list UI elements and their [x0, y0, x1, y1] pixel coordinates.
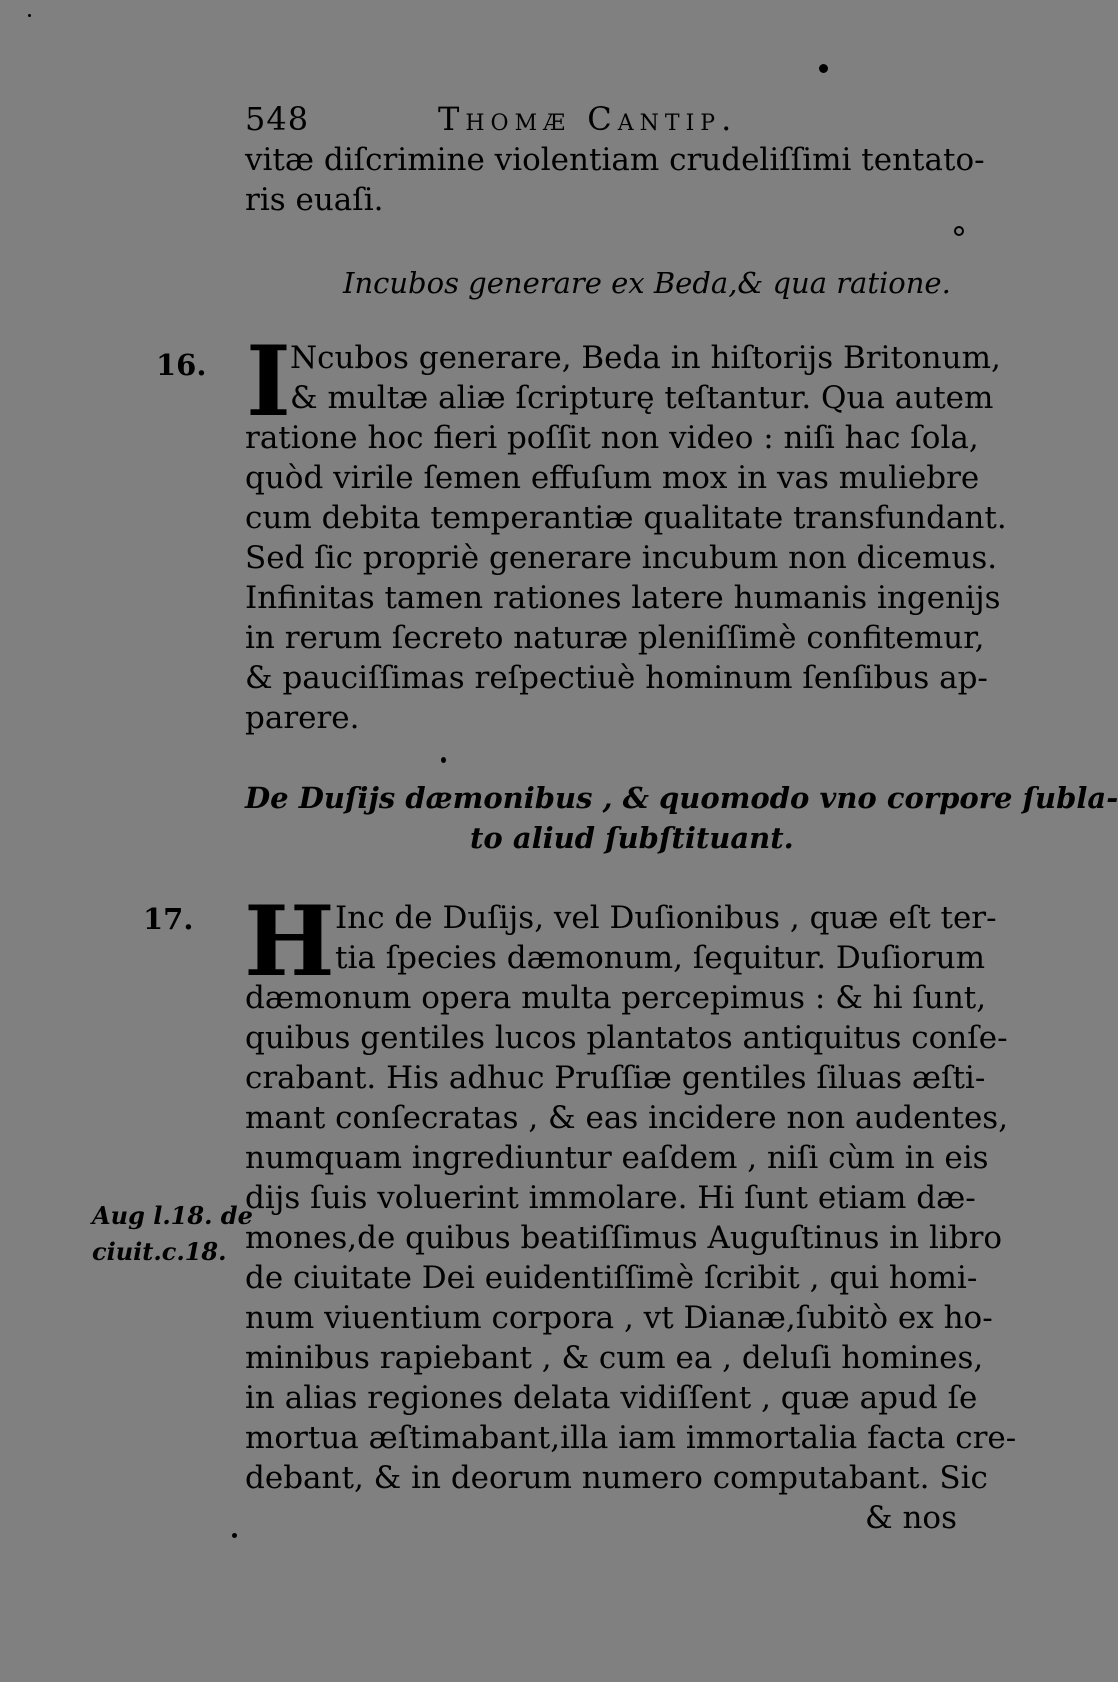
section-number: 16.	[156, 348, 207, 382]
text-line: quòd virile ſemen effuſum mox in vas muliebre	[245, 460, 980, 496]
text-line: cum debita temperantiæ qualitate transfundant.	[245, 500, 1007, 536]
drop-cap: I	[246, 325, 291, 438]
drop-cap: H	[244, 885, 335, 998]
text-line: minibus rapiebant , & cum ea , deluſi homines,	[245, 1340, 984, 1376]
text-line: & multæ aliæ ſcripturę teſtantur. Qua autem	[290, 380, 994, 416]
page-number: 548	[245, 100, 310, 138]
text-line: numquam ingrediuntur eaſdem , niſi cùm in eis	[245, 1140, 989, 1176]
text-line: de ciuitate Dei euidentiſſimè ſcribit , qui homi-	[245, 1260, 978, 1296]
running-title: Thomæ Cantip.	[438, 100, 738, 138]
text-line: num viuentium corpora , vt Dianæ,ſubitò ex ho-	[245, 1300, 993, 1336]
text-line: vitæ diſcrimine violentiam crudeliſſimi tentato-	[245, 142, 985, 178]
text-line: ratione hoc fieri poſſit non video : niſi hac ſola,	[245, 420, 979, 456]
scan-speck	[954, 226, 964, 236]
text-line: ris euaſi.	[245, 182, 384, 218]
margin-note: ciuit.c.18.	[92, 1237, 227, 1266]
text-line: Ncubos generare, Beda in hiſtorijs Britonum,	[290, 340, 1001, 376]
section-heading: to aliud ſubſtituant.	[470, 821, 794, 855]
text-line: mortua æſtimabant,illa iam immortalia facta cre-	[245, 1420, 1017, 1456]
text-line: Sed ſic propriè generare incubum non dicemus.	[245, 540, 998, 576]
page-header	[245, 100, 945, 140]
catchword: & nos	[865, 1500, 957, 1536]
text-line: mant conſecratas , & eas incidere non audentes,	[245, 1100, 1009, 1136]
text-line: & pauciſſimas reſpectiuè hominum ſenſibus ap-	[245, 660, 988, 696]
text-line: crabant. His adhuc Pruſſiæ gentiles ſiluas æſti-	[245, 1060, 986, 1096]
text-line: in rerum ſecreto naturæ pleniſſimè confitemur,	[245, 620, 985, 656]
text-line: dijs ſuis voluerint immolare. Hi ſunt etiam dæ-	[245, 1180, 976, 1216]
scan-speck	[441, 757, 446, 763]
scan-speck	[819, 64, 828, 73]
text-line: in alias regiones delata vidiſſent , quæ apud ſe	[245, 1380, 978, 1416]
text-line: dæmonum opera multa percepimus : & hi ſunt,	[245, 980, 987, 1016]
section-heading: De Duſijs dæmonibus , & quomodo vno corpore ſubla-	[245, 781, 1118, 815]
text-line: quibus gentiles lucos plantatos antiquitus conſe-	[245, 1020, 1008, 1056]
margin-note: Aug l.18. de	[92, 1201, 253, 1230]
text-line: parere.	[245, 700, 360, 736]
text-line: debant, & in deorum numero computabant. Sic	[245, 1460, 988, 1496]
text-line: Inc de Duſijs, vel Duſionibus , quæ eſt ter-	[335, 900, 997, 936]
text-line: Infinitas tamen rationes latere humanis ingenijs	[245, 580, 1001, 616]
section-heading: Incubos generare ex Beda,& qua ratione.	[343, 266, 951, 300]
section-number: 17.	[143, 902, 194, 936]
text-line: mones,de quibus beatiſſimus Auguſtinus in libro	[245, 1220, 1003, 1256]
scan-speck	[28, 14, 31, 17]
scan-speck	[232, 1533, 237, 1538]
text-line: tia ſpecies dæmonum, ſequitur. Duſiorum	[335, 940, 985, 976]
